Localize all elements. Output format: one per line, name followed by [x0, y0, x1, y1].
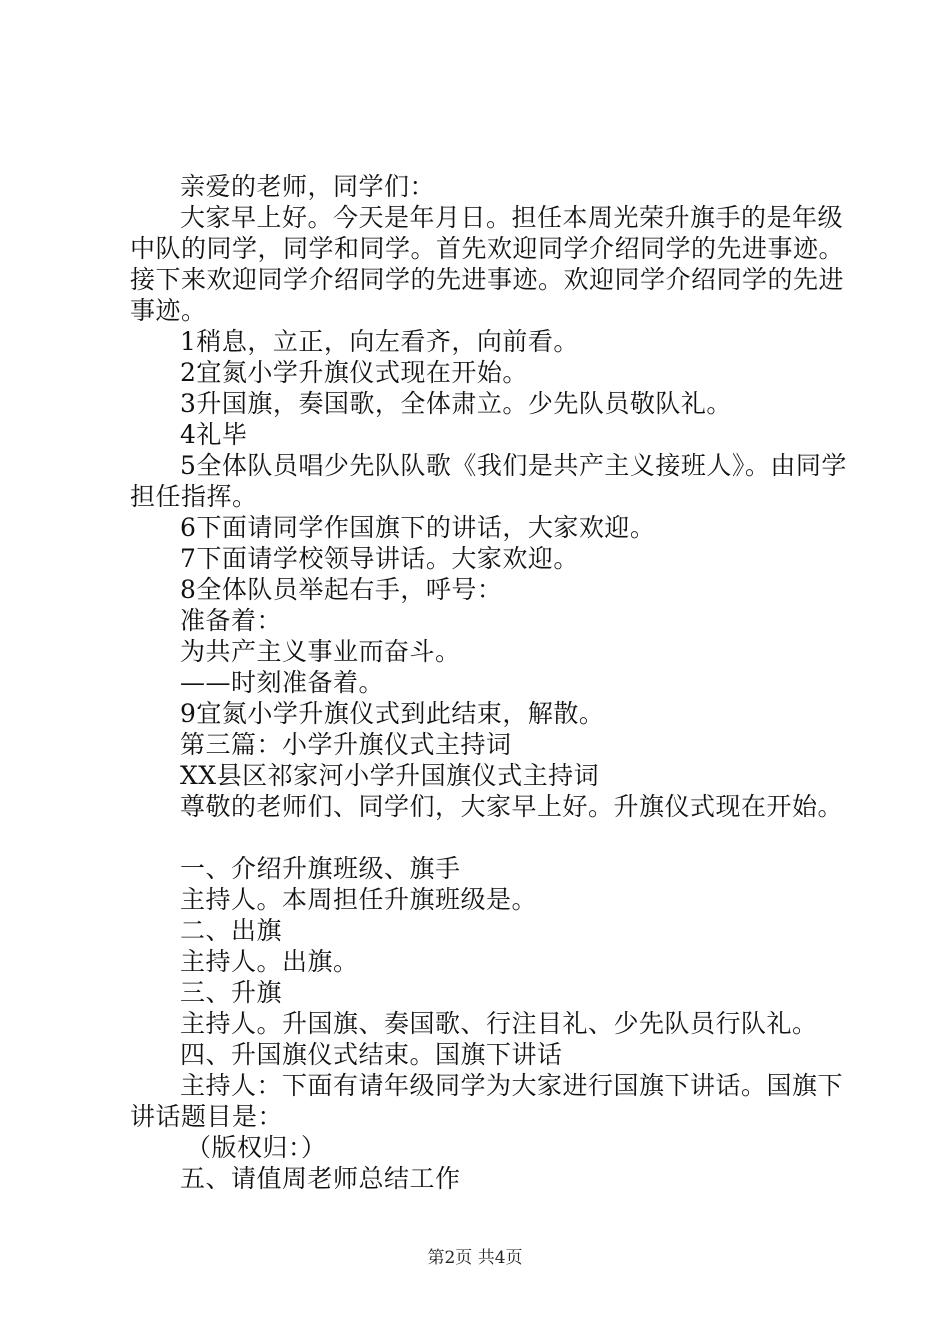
script-title: XX县区祁家河小学升国旗仪式主持词 — [180, 761, 600, 790]
copyright-note: （版权归：） — [186, 1133, 327, 1162]
part-1-host: 主持人。本周担任升旗班级是。 — [180, 885, 538, 914]
opening-line: 尊敬的老师们、同学们，大家早上好。升旗仪式现在开始。 — [180, 792, 844, 821]
part-2-host: 主持人。出旗。 — [180, 947, 359, 976]
document-body — [130, 171, 850, 1194]
section-heading-3: 第三篇：小学升旗仪式主持词 — [180, 730, 512, 759]
part-1-heading: 一、介绍升旗班级、旗手 — [180, 854, 461, 883]
call-line-1: 准备着： — [180, 606, 283, 635]
step-2: 2宜氮小学升旗仪式现在开始。 — [180, 358, 528, 387]
page-footer: 第2页 共4页 — [427, 1248, 523, 1268]
step-7: 7下面请学校领导讲话。大家欢迎。 — [180, 544, 579, 573]
part-3-heading: 三、升旗 — [180, 978, 283, 1007]
step-3: 3升国旗，奏国歌，全体肃立。少先队员敬队礼。 — [180, 389, 732, 418]
step-4: 4礼毕 — [180, 420, 248, 449]
step-5: 5全体队员唱少先队队歌《我们是共产主义接班人》。由同学担任指挥。 — [130, 451, 847, 511]
part-4-host: 主持人：下面有请年级同学为大家进行国旗下讲话。国旗下讲话题目是： — [130, 1071, 844, 1131]
step-6: 6下面请同学作国旗下的讲话，大家欢迎。 — [180, 513, 656, 542]
part-4-heading: 四、升国旗仪式结束。国旗下讲话 — [180, 1040, 563, 1069]
part-5-heading: 五、请值周老师总结工作 — [180, 1164, 461, 1193]
step-9: 9宜氮小学升旗仪式到此结束，解散。 — [180, 699, 605, 728]
blank-line — [130, 822, 850, 853]
part-3-host: 主持人。升国旗、奏国歌、行注目礼、少先队员行队礼。 — [180, 1009, 818, 1038]
paragraph-intro: 大家早上好。今天是年月日。担任本周光荣升旗手的是年级中队的同学，同学和同学。首先欢迎同学介绍同学的先进事迹。接下来欢迎同学介绍同学的先进事迹。欢迎同学介绍同学的先进事迹。 — [130, 203, 845, 325]
part-2-heading: 二、出旗 — [180, 916, 283, 945]
call-line-2: 为共产主义事业而奋斗。 — [180, 637, 461, 666]
step-1: 1稍息，立正，向左看齐，向前看。 — [180, 327, 579, 356]
greeting-line: 亲爱的老师，同学们： — [180, 172, 436, 201]
call-line-3: ——时刻准备着。 — [180, 668, 385, 697]
step-8: 8全体队员举起右手，呼号： — [180, 575, 503, 604]
